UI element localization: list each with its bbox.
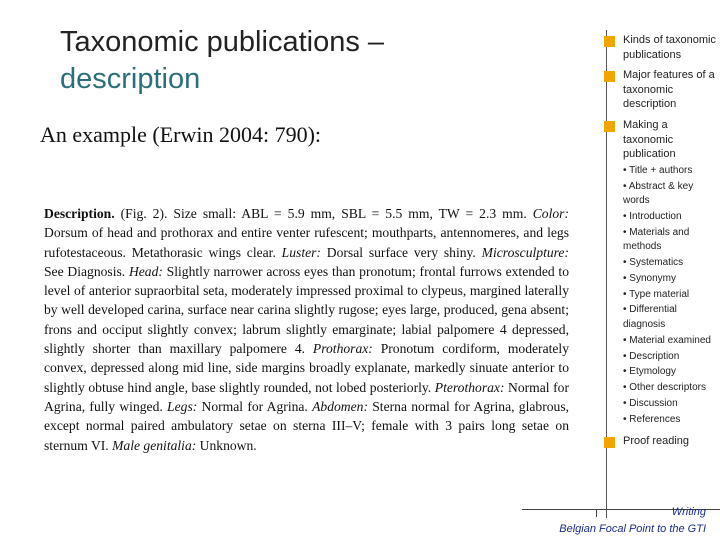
excerpt-label: Head: [128, 263, 163, 279]
excerpt-text: Slightly narrower across eyes than pronotum; frontal furrows extended to level of anterior supraorbital seta, moderately impressed proximal to clypeus, margined laterally by well developed carina, surface near carina slightly rugose; eyes large, produced, gena absent; frons and occiput slightly convex; labrum slightly emarginate; labial palpomere 4 depressed, slightly shorter than maxillary palpomere 4. [44, 263, 569, 357]
square-bullet-icon [604, 36, 615, 47]
sidebar-subitem: • Description [623, 350, 680, 362]
excerpt-text: Normal for Agrina. [197, 398, 313, 414]
square-bullet-icon [604, 71, 615, 82]
sidebar-subitem: • Introduction [623, 210, 682, 222]
excerpt-text: (Fig. 2). Size small: ABL = 5.9 mm, SBL = 5.5 mm, TW = 2.3 mm. [114, 206, 533, 221]
excerpt-label: Luster: [281, 244, 321, 260]
footer [506, 504, 706, 538]
excerpt-label: Abdomen: [312, 398, 368, 414]
excerpt-text: Pronotum cordiform, moderately convex, depressed along mid line, side margins broadly explanate, markedly sinuate anterior to slightly obtuse hind angle, base slightly rounded, not lobed posteriorly. [44, 341, 569, 395]
sidebar-subitems [623, 164, 720, 428]
sidebar-subitem: • Material examined [623, 334, 711, 346]
sidebar-item-major-features [604, 68, 720, 112]
excerpt-label: Pterothorax: [434, 379, 505, 395]
excerpt-label: Microsculpture: [481, 244, 569, 260]
example-caption: An example (Erwin 2004: 790): [40, 122, 322, 147]
title-line-2: description [60, 63, 201, 95]
excerpt-text: Sterna normal for Agrina, glabrous, except normal paired ambulatory setae on sterna III–V; female with 3 pairs long setae on sternum VI. [44, 398, 570, 453]
sidebar-subitem: • Systematics [623, 257, 684, 269]
title-line-1: Taxonomic publications – [60, 26, 385, 58]
sidebar-item-label: Proof reading [623, 435, 690, 448]
excerpt-label: Prothorax: [312, 341, 373, 357]
excerpt-label: Color: [532, 206, 569, 221]
footer-line-2: Belgian Focal Point to the GTI [559, 523, 706, 535]
footer-line-1: Writing [671, 506, 706, 518]
sidebar-subitem: • Title + authors [623, 164, 693, 176]
excerpt-text: Dorsum of head and prothorax and entire venter rufescent; mouthparts, antennomeres, and legs rufotestaceous. Metathorasic wings clear. [44, 225, 569, 260]
page-title [60, 24, 580, 98]
sidebar-subitem: • Abstract & key words [623, 180, 694, 207]
sidebar-subitem: • Type material [623, 288, 690, 300]
excerpt-text: Unknown. [196, 437, 257, 453]
sidebar-subitem: • Differential diagnosis [623, 304, 677, 330]
description-excerpt [44, 204, 569, 455]
sidebar-subitem: • Other descriptors [623, 382, 706, 394]
sidebar-subitem: • References [623, 413, 681, 425]
excerpt-label: Legs: [167, 398, 198, 414]
excerpt-text: Normal for Agrina, fully winged. [44, 379, 569, 414]
sidebar-item-label: Major features of a taxonomic description [623, 69, 715, 111]
sidebar-subitem: • Materials and methods [623, 226, 690, 253]
sidebar-subitem: • Discussion [623, 397, 678, 409]
excerpt-label: Male genitalia: [112, 437, 197, 453]
sidebar-item-making [604, 118, 720, 162]
excerpt-text: See Diagnosis. [44, 263, 129, 279]
sidebar-outline [604, 33, 720, 455]
square-bullet-icon [604, 437, 615, 448]
sidebar-item-label: Making a taxonomic publication [623, 118, 676, 161]
sidebar-item-proof-reading [604, 434, 720, 449]
sidebar-subitem: • Synonymy [623, 272, 676, 284]
excerpt-text: Dorsal surface very shiny. [320, 244, 482, 260]
excerpt-label: Description. [44, 206, 115, 221]
sidebar-item-kinds [604, 33, 720, 62]
square-bullet-icon [604, 121, 615, 132]
sidebar-subitem: • Etymology [623, 366, 676, 378]
sidebar-item-label: Kinds of taxonomic publications [623, 34, 716, 61]
